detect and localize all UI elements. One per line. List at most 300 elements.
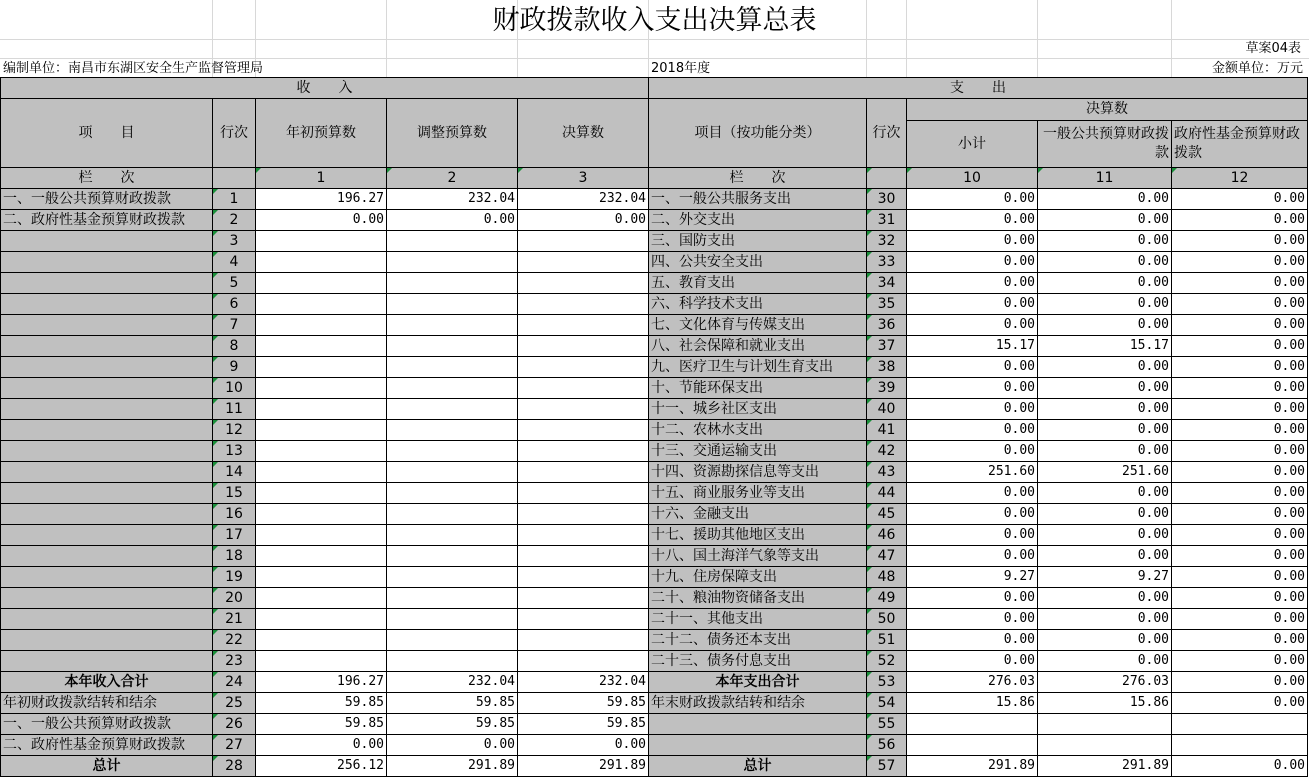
income-item-cell: [1, 378, 213, 399]
subtotal-cell: 291.89: [907, 756, 1038, 777]
table-row: [1, 735, 1308, 756]
income-line-cell: 24: [213, 672, 256, 693]
adjusted-budget-cell: [387, 525, 518, 546]
col-number-11: 11: [1038, 168, 1172, 189]
initial-budget-cell: [256, 378, 387, 399]
income-item-cell: 年初财政拨款结转和结余: [1, 693, 213, 714]
income-line-cell: 11: [213, 399, 256, 420]
general-budget-cell: 0.00: [1038, 609, 1172, 630]
col-number-12: 12: [1172, 168, 1308, 189]
income-item-cell: [1, 420, 213, 441]
expenditure-line-cell: 40: [867, 399, 907, 420]
final-amount-cell: [518, 378, 649, 399]
general-budget-cell: 0.00: [1038, 504, 1172, 525]
table-row: [1, 462, 1308, 483]
income-item-cell: [1, 294, 213, 315]
income-item-cell: 二、政府性基金预算财政拨款: [1, 735, 213, 756]
adjusted-budget-cell: [387, 378, 518, 399]
expenditure-line-cell: 56: [867, 735, 907, 756]
subtotal-header: 小计: [907, 120, 1038, 167]
final-amount-cell: [518, 357, 649, 378]
income-line-cell: 8: [213, 336, 256, 357]
general-budget-header: 一般公共预算财政拨款: [1038, 120, 1172, 167]
general-budget-cell: 0.00: [1038, 189, 1172, 210]
income-line-cell: 22: [213, 630, 256, 651]
fund-budget-cell: 0.00: [1172, 462, 1308, 483]
income-header: 收 入: [1, 78, 649, 99]
general-budget-cell: 291.89: [1038, 756, 1172, 777]
initial-budget-cell: 0.00: [256, 210, 387, 231]
table-row: [1, 252, 1308, 273]
reporting-unit: 编制单位：南昌市东湖区安全生产监督管理局: [3, 61, 264, 76]
fund-budget-cell: 0.00: [1172, 672, 1308, 693]
subtotal-cell: 0.00: [907, 399, 1038, 420]
final-amount-cell: [518, 651, 649, 672]
expenditure-header: 支 出: [649, 78, 1308, 99]
fund-budget-cell: 0.00: [1172, 504, 1308, 525]
expenditure-line-cell: 50: [867, 609, 907, 630]
expenditure-item-cell: 十四、资源勘探信息等支出: [649, 462, 867, 483]
expenditure-line-cell: 46: [867, 525, 907, 546]
expenditure-item-cell: 十九、住房保障支出: [649, 567, 867, 588]
final-amount-cell: [518, 504, 649, 525]
expenditure-item-cell: 八、社会保障和就业支出: [649, 336, 867, 357]
income-item-cell: [1, 630, 213, 651]
general-budget-cell: 0.00: [1038, 525, 1172, 546]
final-amount-cell: [518, 273, 649, 294]
expenditure-item-cell: [649, 735, 867, 756]
adjusted-budget-cell: 232.04: [387, 189, 518, 210]
adjusted-budget-cell: [387, 420, 518, 441]
income-line-cell: 12: [213, 420, 256, 441]
final-amount-cell: [518, 252, 649, 273]
fund-budget-cell: 0.00: [1172, 315, 1308, 336]
subtotal-cell: 0.00: [907, 231, 1038, 252]
general-budget-cell: 0.00: [1038, 357, 1172, 378]
fund-budget-cell: [1172, 735, 1308, 756]
expenditure-item-cell: 十二、农林水支出: [649, 420, 867, 441]
expenditure-line-cell: 41: [867, 420, 907, 441]
page-title: 财政拨款收入支出决算总表: [492, 5, 817, 36]
income-line-cell: 17: [213, 525, 256, 546]
final-amount-cell: 232.04: [518, 189, 649, 210]
subtotal-cell: 251.60: [907, 462, 1038, 483]
adjusted-budget-cell: 0.00: [387, 210, 518, 231]
subtotal-cell: 15.17: [907, 336, 1038, 357]
expenditure-line-cell: 53: [867, 672, 907, 693]
table-row: [1, 693, 1308, 714]
subtotal-cell: 0.00: [907, 378, 1038, 399]
subtotal-cell: 276.03: [907, 672, 1038, 693]
initial-budget-cell: 196.27: [256, 189, 387, 210]
final-amount-cell: [518, 336, 649, 357]
final-amount-cell: [518, 231, 649, 252]
fiscal-summary-table: [0, 77, 1308, 777]
general-budget-cell: 0.00: [1038, 252, 1172, 273]
expenditure-item-cell: 十一、城乡社区支出: [649, 399, 867, 420]
adjusted-budget-cell: 59.85: [387, 714, 518, 735]
adjusted-budget-cell: [387, 546, 518, 567]
final-amount-cell: [518, 546, 649, 567]
expenditure-line-cell: 47: [867, 546, 907, 567]
table-row: [1, 315, 1308, 336]
expenditure-item-cell: 二十二、债务还本支出: [649, 630, 867, 651]
initial-budget-cell: 196.27: [256, 672, 387, 693]
fund-budget-cell: 0.00: [1172, 294, 1308, 315]
fund-budget-cell: 0.00: [1172, 273, 1308, 294]
expenditure-line-cell: 31: [867, 210, 907, 231]
table-row: [1, 651, 1308, 672]
expenditure-line-cell: 52: [867, 651, 907, 672]
income-line-cell: 27: [213, 735, 256, 756]
expenditure-item-cell: 十五、商业服务业等支出: [649, 483, 867, 504]
expenditure-item-cell: 七、文化体育与传媒支出: [649, 315, 867, 336]
income-item-cell: [1, 462, 213, 483]
expenditure-item-cell: 五、教育支出: [649, 273, 867, 294]
adjusted-budget-cell: [387, 252, 518, 273]
table-row: [1, 672, 1308, 693]
subtotal-cell: 0.00: [907, 420, 1038, 441]
expenditure-item-cell: 十七、援助其他地区支出: [649, 525, 867, 546]
col-label-line: [213, 168, 256, 189]
form-number: 草案04表: [1245, 41, 1301, 56]
currency-unit: 金额单位：万元: [1211, 61, 1303, 76]
fund-budget-cell: 0.00: [1172, 399, 1308, 420]
expenditure-line-cell: 55: [867, 714, 907, 735]
adjusted-budget-cell: [387, 399, 518, 420]
table-row: [1, 609, 1308, 630]
general-budget-cell: 251.60: [1038, 462, 1172, 483]
expenditure-line-cell: 51: [867, 630, 907, 651]
fund-budget-header: 政府性基金预算财政拨款: [1172, 120, 1308, 167]
subtotal-cell: 0.00: [907, 546, 1038, 567]
expenditure-line-cell: 34: [867, 273, 907, 294]
general-budget-cell: [1038, 735, 1172, 756]
expenditure-item-cell: 六、科学技术支出: [649, 294, 867, 315]
expenditure-line-cell: 35: [867, 294, 907, 315]
general-budget-cell: 0.00: [1038, 315, 1172, 336]
initial-budget-cell: [256, 504, 387, 525]
subtotal-cell: 0.00: [907, 273, 1038, 294]
col-number-3: 3: [518, 168, 649, 189]
subtotal-cell: 0.00: [907, 315, 1038, 336]
fund-budget-cell: 0.00: [1172, 546, 1308, 567]
final-amount-cell: 59.85: [518, 714, 649, 735]
income-item-cell: [1, 336, 213, 357]
expenditure-item-cell: 本年支出合计: [649, 672, 867, 693]
table-row: [1, 441, 1308, 462]
initial-budget-cell: [256, 294, 387, 315]
income-item-cell: [1, 504, 213, 525]
fund-budget-cell: 0.00: [1172, 252, 1308, 273]
general-budget-cell: 0.00: [1038, 630, 1172, 651]
initial-budget-cell: [256, 231, 387, 252]
fund-budget-cell: 0.00: [1172, 756, 1308, 777]
subtotal-cell: 0.00: [907, 357, 1038, 378]
general-budget-cell: 15.17: [1038, 336, 1172, 357]
expenditure-line-cell: 44: [867, 483, 907, 504]
expenditure-item-cell: [649, 714, 867, 735]
income-line-header: 行次: [213, 99, 256, 168]
income-item-cell: [1, 567, 213, 588]
table-row: [1, 756, 1308, 777]
initial-budget-cell: [256, 420, 387, 441]
table-row: [1, 525, 1308, 546]
adjusted-budget-cell: [387, 336, 518, 357]
final-amount-cell: 0.00: [518, 735, 649, 756]
expenditure-item-cell: 三、国防支出: [649, 231, 867, 252]
expenditure-item-cell: 二十三、债务付息支出: [649, 651, 867, 672]
general-budget-cell: 0.00: [1038, 294, 1172, 315]
expenditure-item-cell: 十六、金融支出: [649, 504, 867, 525]
fund-budget-cell: 0.00: [1172, 483, 1308, 504]
subtotal-cell: 15.86: [907, 693, 1038, 714]
subtotal-cell: 0.00: [907, 483, 1038, 504]
fund-budget-cell: [1172, 714, 1308, 735]
fund-budget-cell: 0.00: [1172, 210, 1308, 231]
table-row: [1, 189, 1308, 210]
expenditure-line-cell: 42: [867, 441, 907, 462]
income-item-cell: [1, 357, 213, 378]
expenditure-item-cell: 二、外交支出: [649, 210, 867, 231]
general-budget-cell: 15.86: [1038, 693, 1172, 714]
subtotal-cell: 0.00: [907, 525, 1038, 546]
income-item-cell: [1, 483, 213, 504]
income-line-cell: 16: [213, 504, 256, 525]
final-amount-cell: [518, 483, 649, 504]
initial-budget-cell: 59.85: [256, 693, 387, 714]
expenditure-item-cell: 十、节能环保支出: [649, 378, 867, 399]
initial-budget-cell: [256, 651, 387, 672]
adjusted-budget-cell: [387, 567, 518, 588]
income-item-cell: [1, 609, 213, 630]
income-item-cell: [1, 252, 213, 273]
income-line-cell: 20: [213, 588, 256, 609]
expenditure-line-cell: 45: [867, 504, 907, 525]
income-line-cell: 14: [213, 462, 256, 483]
adjusted-budget-cell: [387, 441, 518, 462]
table-row: [1, 420, 1308, 441]
exp-col-label: 栏 次: [649, 168, 867, 189]
final-amount-cell: 232.04: [518, 672, 649, 693]
expenditure-line-cell: 43: [867, 462, 907, 483]
table-row: [1, 231, 1308, 252]
expenditure-line-cell: 32: [867, 231, 907, 252]
subtotal-cell: 0.00: [907, 210, 1038, 231]
general-budget-cell: 0.00: [1038, 231, 1172, 252]
income-line-cell: 4: [213, 252, 256, 273]
expenditure-item-header: 项目（按功能分类）: [649, 99, 867, 168]
initial-budget-cell: [256, 546, 387, 567]
table-row: [1, 714, 1308, 735]
income-line-cell: 18: [213, 546, 256, 567]
final-amount-cell: [518, 462, 649, 483]
expenditure-item-cell: 十八、国土海洋气象等支出: [649, 546, 867, 567]
income-item-cell: [1, 651, 213, 672]
expenditure-line-cell: 49: [867, 588, 907, 609]
income-line-cell: 2: [213, 210, 256, 231]
initial-budget-cell: [256, 252, 387, 273]
initial-budget-cell: 59.85: [256, 714, 387, 735]
initial-budget-cell: [256, 273, 387, 294]
col-number-2: 2: [387, 168, 518, 189]
general-budget-cell: 0.00: [1038, 483, 1172, 504]
initial-budget-cell: [256, 525, 387, 546]
income-line-cell: 25: [213, 693, 256, 714]
income-line-cell: 19: [213, 567, 256, 588]
budget-table: [0, 77, 1308, 777]
subtotal-cell: 0.00: [907, 651, 1038, 672]
fund-budget-cell: 0.00: [1172, 525, 1308, 546]
initial-budget-cell: 0.00: [256, 735, 387, 756]
general-budget-cell: 0.00: [1038, 588, 1172, 609]
subtotal-cell: 0.00: [907, 588, 1038, 609]
income-line-cell: 13: [213, 441, 256, 462]
initial-budget-cell: 256.12: [256, 756, 387, 777]
fund-budget-cell: 0.00: [1172, 336, 1308, 357]
expenditure-item-cell: 年末财政拨款结转和结余: [649, 693, 867, 714]
income-item-cell: 本年收入合计: [1, 672, 213, 693]
col-label: 栏 次: [1, 168, 213, 189]
fund-budget-cell: 0.00: [1172, 588, 1308, 609]
general-budget-cell: 0.00: [1038, 378, 1172, 399]
fund-budget-cell: 0.00: [1172, 357, 1308, 378]
income-item-cell: [1, 588, 213, 609]
general-budget-cell: 0.00: [1038, 441, 1172, 462]
initial-budget-cell: [256, 357, 387, 378]
adjusted-budget-cell: [387, 588, 518, 609]
income-item-cell: 总计: [1, 756, 213, 777]
final-amount-cell: [518, 567, 649, 588]
final-amount-cell: 59.85: [518, 693, 649, 714]
col-number-10: 10: [907, 168, 1038, 189]
initial-budget-cell: [256, 399, 387, 420]
subtotal-cell: 0.00: [907, 252, 1038, 273]
expenditure-item-cell: 一、一般公共服务支出: [649, 189, 867, 210]
expenditure-line-cell: 48: [867, 567, 907, 588]
initial-budget-header: 年初预算数: [256, 99, 387, 168]
final-amount-cell: [518, 399, 649, 420]
initial-budget-cell: [256, 483, 387, 504]
subtotal-cell: 0.00: [907, 609, 1038, 630]
general-budget-cell: 0.00: [1038, 651, 1172, 672]
expenditure-line-cell: 36: [867, 315, 907, 336]
initial-budget-cell: [256, 336, 387, 357]
initial-budget-cell: [256, 609, 387, 630]
general-budget-cell: 9.27: [1038, 567, 1172, 588]
income-item-cell: [1, 399, 213, 420]
final-amount-cell: [518, 525, 649, 546]
expenditure-item-cell: 九、医疗卫生与计划生育支出: [649, 357, 867, 378]
general-budget-cell: 0.00: [1038, 420, 1172, 441]
expenditure-item-cell: 总计: [649, 756, 867, 777]
subtotal-cell: 9.27: [907, 567, 1038, 588]
fund-budget-cell: 0.00: [1172, 441, 1308, 462]
initial-budget-cell: [256, 630, 387, 651]
expenditure-line-cell: 54: [867, 693, 907, 714]
adjusted-budget-cell: [387, 504, 518, 525]
adjusted-budget-cell: [387, 231, 518, 252]
fund-budget-cell: 0.00: [1172, 231, 1308, 252]
final-amount-cell: 0.00: [518, 210, 649, 231]
adjusted-budget-cell: [387, 294, 518, 315]
final-group-header: 决算数: [907, 99, 1308, 121]
income-line-cell: 10: [213, 378, 256, 399]
subtotal-cell: 0.00: [907, 441, 1038, 462]
expenditure-line-cell: 30: [867, 189, 907, 210]
expenditure-line-header: 行次: [867, 99, 907, 168]
fund-budget-cell: 0.00: [1172, 693, 1308, 714]
income-item-cell: [1, 315, 213, 336]
income-item-cell: [1, 525, 213, 546]
income-line-cell: 7: [213, 315, 256, 336]
expenditure-line-cell: 38: [867, 357, 907, 378]
final-amount-cell: [518, 609, 649, 630]
final-amount-cell: 291.89: [518, 756, 649, 777]
income-line-cell: 5: [213, 273, 256, 294]
income-item-cell: [1, 231, 213, 252]
subtotal-cell: [907, 714, 1038, 735]
subtotal-cell: 0.00: [907, 294, 1038, 315]
income-item-cell: [1, 441, 213, 462]
table-row: [1, 378, 1308, 399]
table-row: [1, 210, 1308, 231]
income-line-cell: 1: [213, 189, 256, 210]
adjusted-budget-cell: 0.00: [387, 735, 518, 756]
adjusted-budget-cell: [387, 357, 518, 378]
expenditure-line-cell: 37: [867, 336, 907, 357]
expenditure-item-cell: 四、公共安全支出: [649, 252, 867, 273]
final-amount-cell: [518, 441, 649, 462]
general-budget-cell: [1038, 714, 1172, 735]
adjusted-budget-cell: [387, 273, 518, 294]
expenditure-line-cell: 57: [867, 756, 907, 777]
general-budget-cell: 0.00: [1038, 546, 1172, 567]
fund-budget-cell: 0.00: [1172, 630, 1308, 651]
final-amount-cell: [518, 630, 649, 651]
initial-budget-cell: [256, 441, 387, 462]
subtotal-cell: 0.00: [907, 504, 1038, 525]
exp-col-label-line: [867, 168, 907, 189]
table-row: [1, 546, 1308, 567]
table-row: [1, 588, 1308, 609]
table-row: [1, 483, 1308, 504]
income-line-cell: 21: [213, 609, 256, 630]
expenditure-item-cell: 十三、交通运输支出: [649, 441, 867, 462]
adjusted-budget-cell: [387, 609, 518, 630]
subtotal-cell: 0.00: [907, 189, 1038, 210]
table-row: [1, 357, 1308, 378]
adjusted-budget-header: 调整预算数: [387, 99, 518, 168]
table-row: [1, 273, 1308, 294]
fund-budget-cell: 0.00: [1172, 378, 1308, 399]
fund-budget-cell: 0.00: [1172, 651, 1308, 672]
final-amount-cell: [518, 588, 649, 609]
general-budget-cell: 276.03: [1038, 672, 1172, 693]
table-row: [1, 567, 1308, 588]
subtotal-cell: 0.00: [907, 630, 1038, 651]
subtotal-cell: [907, 735, 1038, 756]
expenditure-line-cell: 39: [867, 378, 907, 399]
table-row: [1, 399, 1308, 420]
income-line-cell: 26: [213, 714, 256, 735]
fund-budget-cell: 0.00: [1172, 609, 1308, 630]
initial-budget-cell: [256, 462, 387, 483]
fund-budget-cell: 0.00: [1172, 189, 1308, 210]
expenditure-line-cell: 33: [867, 252, 907, 273]
adjusted-budget-cell: [387, 630, 518, 651]
general-budget-cell: 0.00: [1038, 210, 1172, 231]
